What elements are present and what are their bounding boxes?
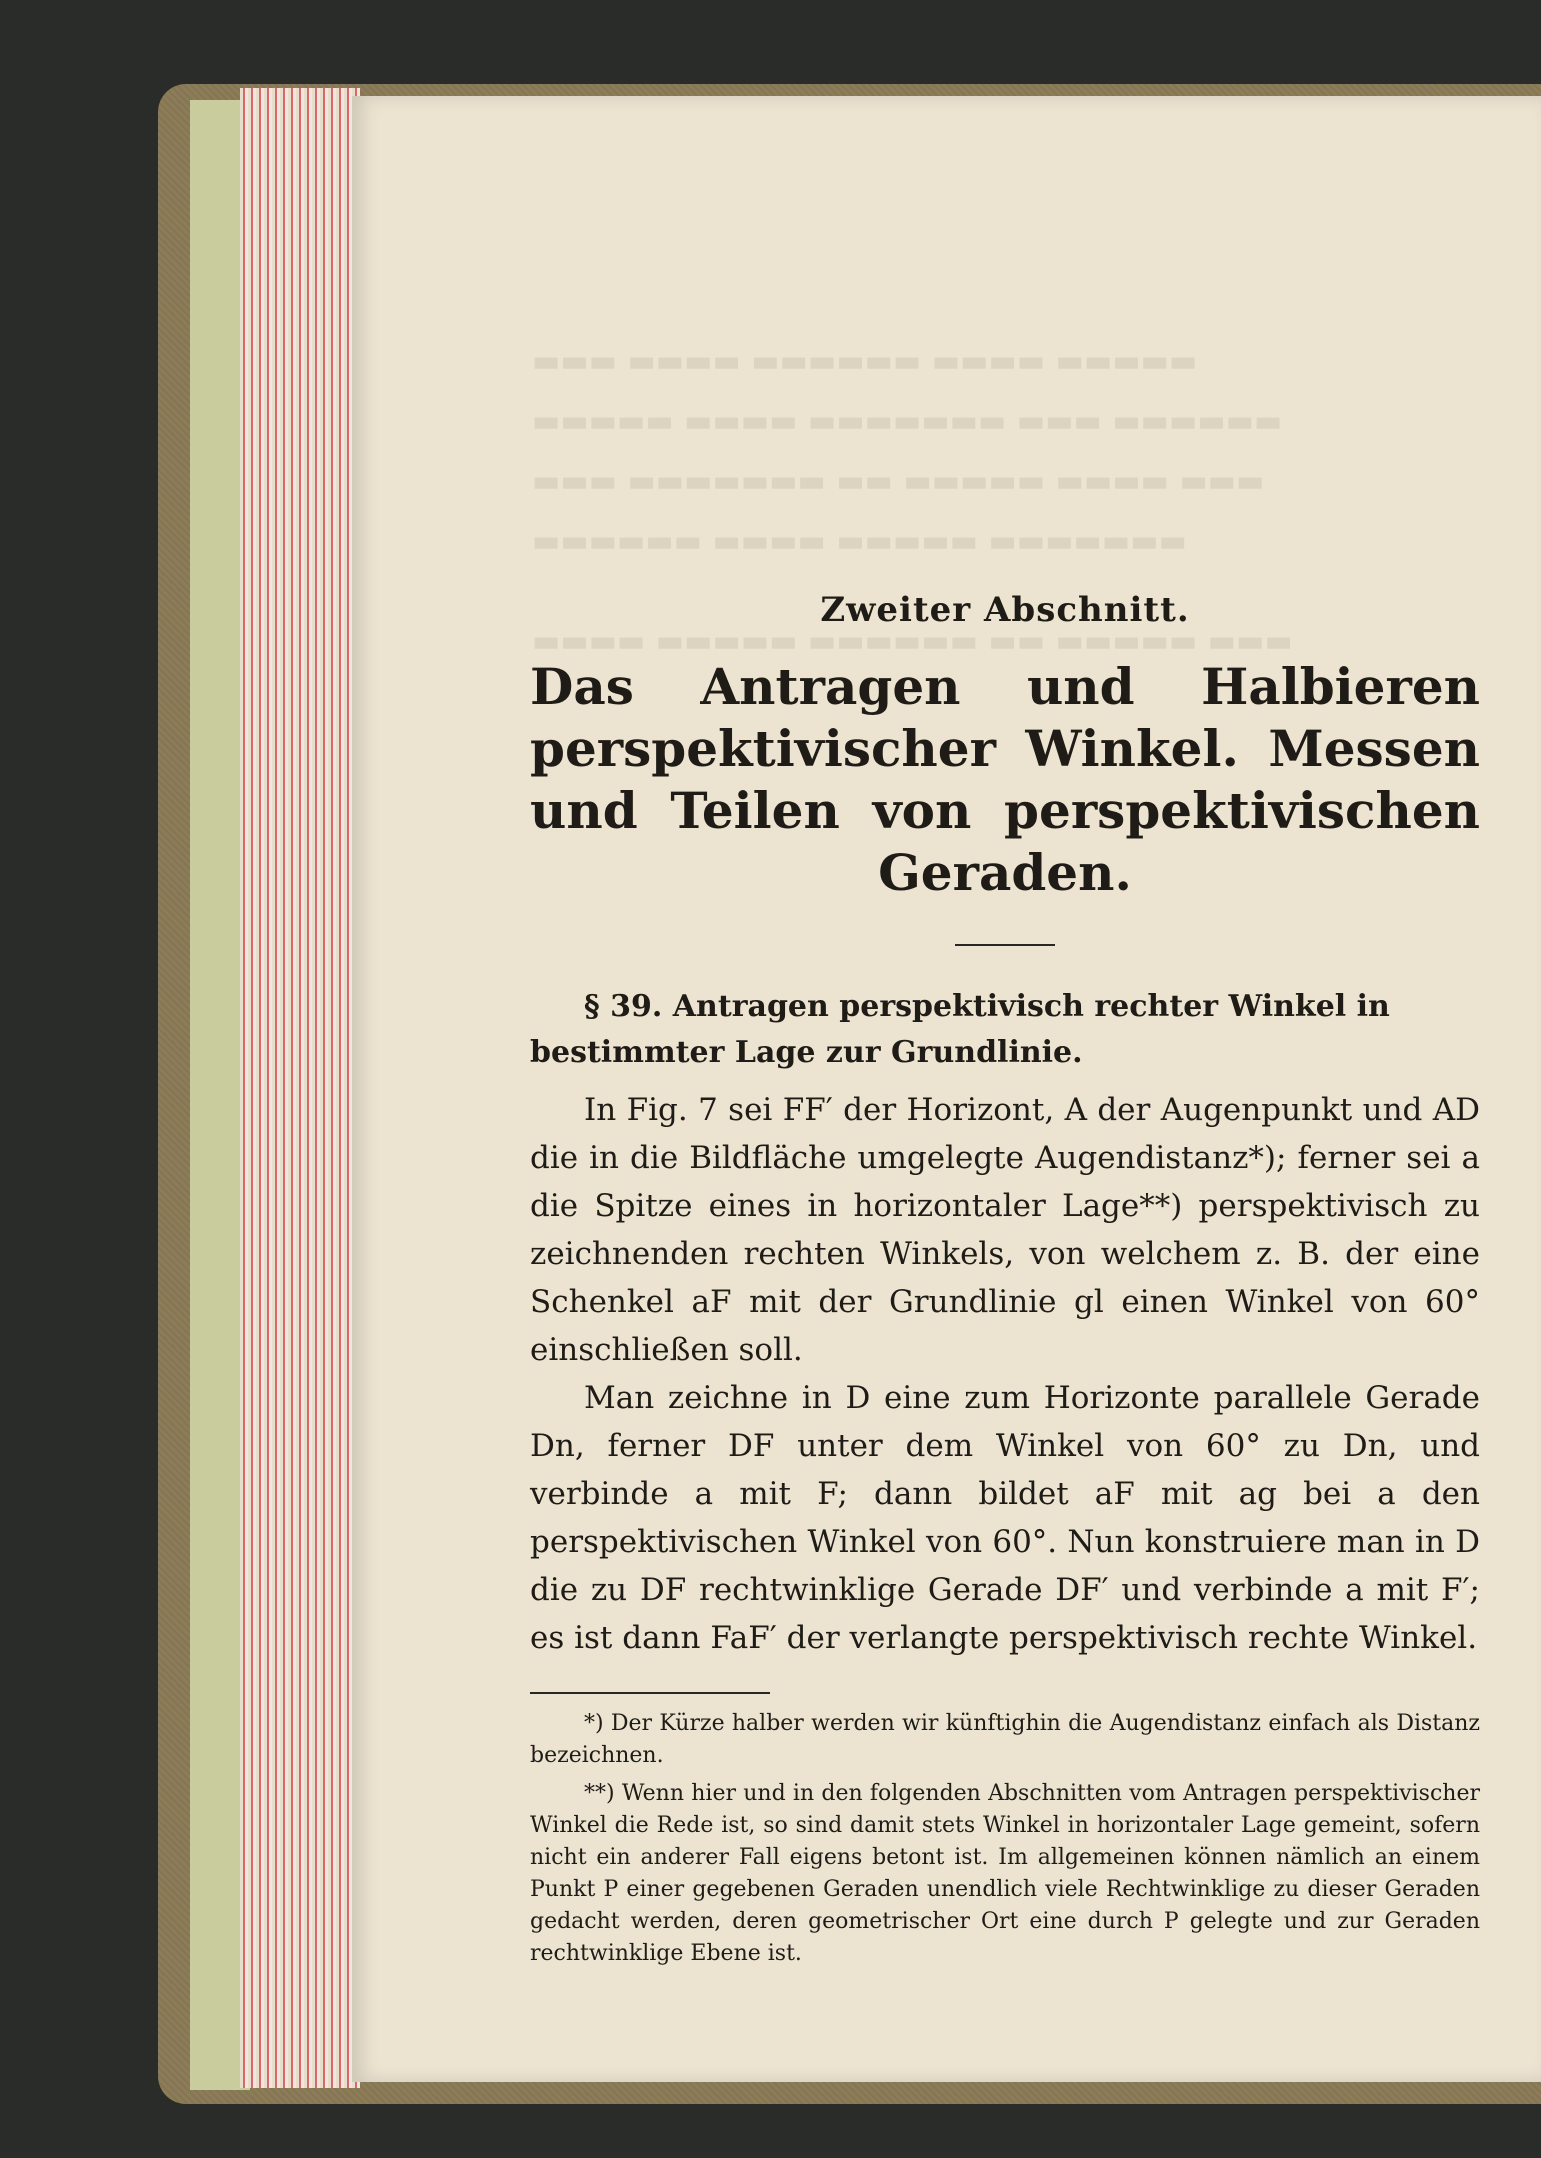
show-through: ▬▬▬ ▬▬▬▬ ▬▬▬▬▬▬ ▬▬▬▬ ▬▬▬▬▬ [532,344,1198,379]
footnote: *) Der Kürze halber werden wir künftighin die Augendistanz einfach als Distanz bezeichnen. [530,1711,1480,1768]
chapter-label: Zweiter Abschnitt. [820,590,1190,630]
show-through: ▬▬▬ ▬▬▬▬▬▬▬ ▬▬ ▬▬▬▬▬ ▬▬▬▬ ▬▬▬ [532,464,1265,499]
footnote: **) Wenn hier und in den folgenden Abschnitten vom Antragen perspektivischer Winkel die Rede ist, so sind damit stets Winkel in horizontaler Lage gemeint, sofern nicht ein anderer Fall eigens betont ist. Im allgemeinen können nämlich an einem Punkt P einer gegebenen Geraden unendlich viele Rechtwinklige zu dieser Geraden gedacht werden, deren geometrischer Ort eine durch P gelegte und zur Geraden rechtwinklige Ebene ist. [530,1781,1480,1966]
paragraph: Man zeichne in D eine zum Horizonte parallele Gerade Dn, ferner DF unter dem Winkel von 60° zu Dn, und verbinde a mit F; dann bildet aF mit ag bei a den perspektivischen Winkel von 60°. Nun konstruiere man in D die zu DF rechtwinklige Gerade DF′ und verbinde a mit F′; es ist dann FaF′ der verlangte perspektivisch rechte Winkel. [530,1380,1480,1656]
footnote-divider [530,1692,770,1694]
show-through: ▬▬▬▬ ▬▬▬▬▬ ▬▬▬▬▬▬ ▬▬ ▬▬▬▬▬ ▬▬▬ [532,624,1293,659]
section-title: § 39. Antragen perspektivisch rechter Winkel in bestimmter Lage zur Grundlinie. [530,989,1390,1070]
show-through: ▬▬▬▬▬ ▬▬▬▬ ▬▬▬▬▬▬▬ ▬▬▬ ▬▬▬▬▬▬ [532,404,1283,439]
divider [955,944,1055,946]
page-edges [240,88,360,2088]
page-content [530,590,1480,1976]
paragraph: In Fig. 7 sei FF′ der Horizont, A der Augenpunkt und AD die in die Bildfläche umgelegte Augendistanz*); ferner sei a die Spitze eines in horizontaler Lage**) perspektivisch zu zeichnenden rechten Winkels, von welchem z. B. der eine Schenkel aF mit der Grundlinie gl einen Winkel von 60° einschließen soll. [530,1092,1480,1368]
show-through: ▬▬▬▬▬▬ ▬▬▬▬ ▬▬▬▬▬ ▬▬▬▬▬▬▬ [532,524,1187,559]
chapter-title: Das Antragen und Halbieren perspektivischer Winkel. Messen und Teilen von perspektivischen Geraden. [530,657,1480,902]
